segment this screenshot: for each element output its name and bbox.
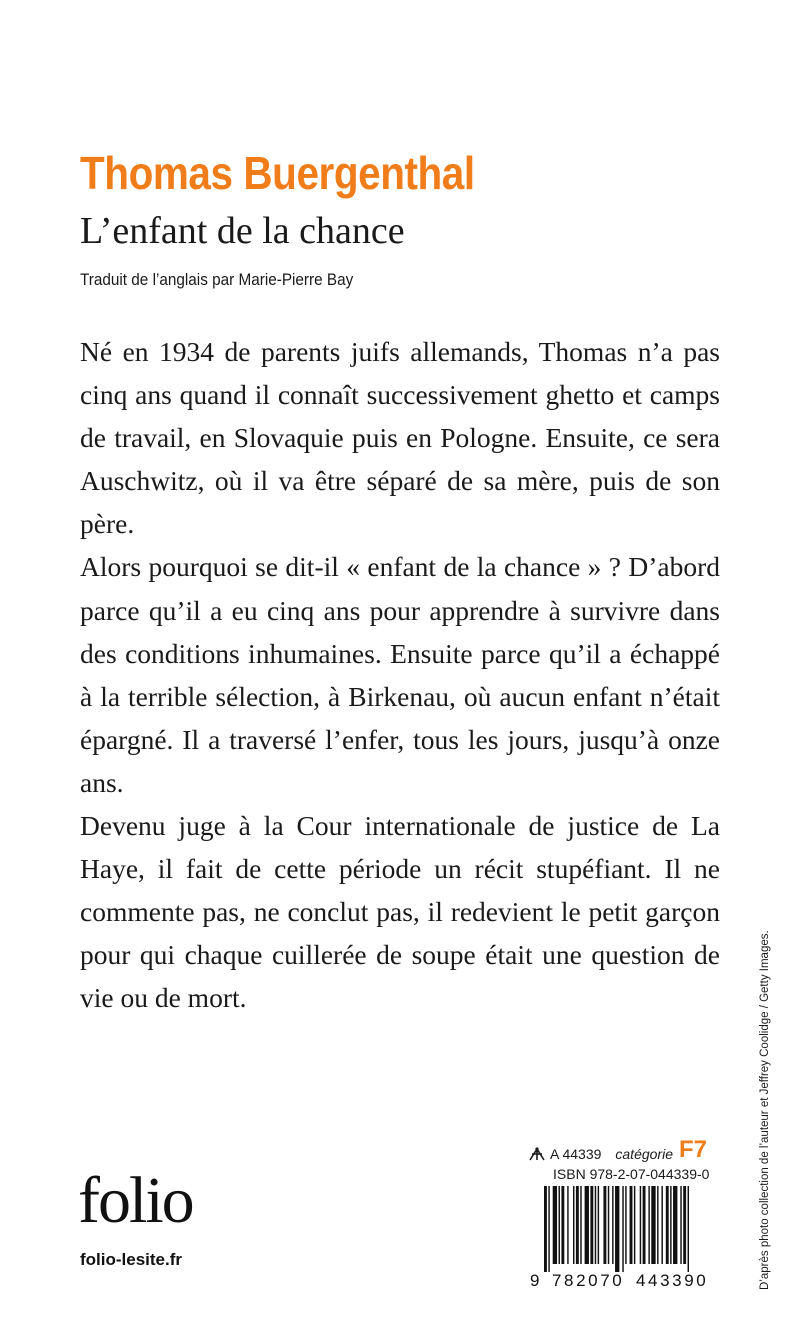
folio-logo: folio (78, 1164, 193, 1237)
translator-credit: Traduit de l’anglais par Marie-Pierre Bay (80, 270, 354, 289)
blurb-paragraph: Devenu juge à la Cour internationale de justice de La Haye, il fait de cette période un récit stupéfiant. Il ne commente pas, ne conclut pas, il redevient le petit garçon pour qui chaque cuillerée de soupe était une question de vie ou de mort. (80, 810, 720, 1014)
barcode (530, 1186, 720, 1296)
barcode-right-digits: 443390 (636, 1271, 709, 1290)
book-title: L’enfant de la chance (80, 210, 405, 252)
barcode-bars-icon (530, 1186, 720, 1272)
isbn-number: ISBN 978-2-07-044339-0 (553, 1166, 710, 1182)
author-name: Thomas Buergenthal (80, 147, 475, 199)
publisher-symbol-icon (528, 1146, 546, 1162)
category-label: catégorie (615, 1146, 673, 1162)
barcode-left-digits: 782070 (552, 1271, 625, 1290)
photo-credit: D’après photo collection de l’auteur et Jeffrey Coolidge / Getty Images. (759, 930, 771, 1290)
publisher-website: folio-lesite.fr (80, 1250, 183, 1269)
blurb-paragraph: Alors pourquoi se dit-il « enfant de la chance » ? D’abord parce qu’il a eu cinq ans pour apprendre à survivre dans des conditions inhumaines. Ensuite parce qu’il a échappé à la terrible sélection, à Birkenau, où aucun enfant n’était épargné. Il a traversé l’enfer, tous les jours, jusqu’à onze ans. (80, 551, 720, 798)
category-value: F7 (678, 1136, 707, 1163)
catalog-code: A 44339 (550, 1146, 602, 1162)
barcode-first-digit: 9 (530, 1271, 543, 1290)
blurb-paragraph: Né en 1934 de parents juifs allemands, Thomas n’a pas cinq ans quand il connaît successivement ghetto et camps de travail, en Slovaquie puis en Pologne. Ensuite, ce sera Auschwitz, où il va être séparé de sa mère, puis de son père. (80, 336, 720, 540)
catalog-code-row (528, 1138, 707, 1162)
blurb-text (80, 330, 720, 1020)
